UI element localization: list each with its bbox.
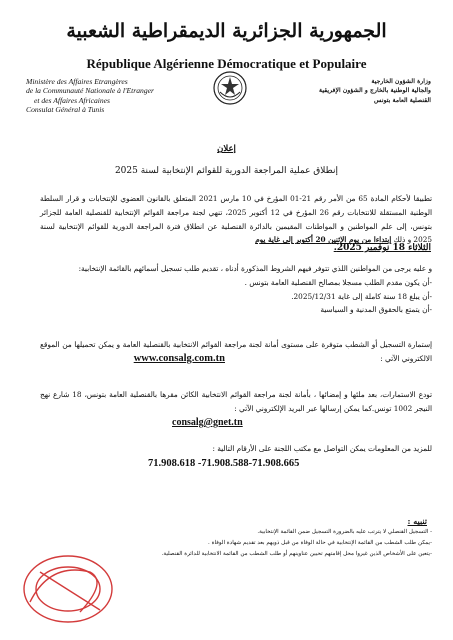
ministry-line: Consulat Général à Tunis [26,104,105,114]
ministry-french-block [26,77,196,114]
ministry-arabic-block [261,77,431,105]
website-link[interactable]: www.consalg.com.tn [133,353,225,364]
ministry-line: القنصلية العامة بتونس [373,96,431,104]
notice-item: -يمكن طلب الشطب من القائمة الإنتخابية في حالة الوفاة من قبل ذويهم بعد تقديم شهادة الوفاة . [208,540,432,546]
phone-numbers: 71.908.618 -71.908.588-71.908.665 [148,458,300,469]
condition-item: -أن يبلغ 18 سنة كاملة إلى غاية 2025/12/31. [291,291,432,301]
notice-heading: تنبيه : [407,516,427,526]
submission-paragraph: تودع الاستمارات، بعد ملئها و إمضائها ، بأمانة لجنة مراجعة القوائم الانتخابية الكائن مقرها بالقنصلية العامة بتونس، 18 شارع نهج النيجر 1002 تونس.كما يمكن إرسالها عبر البريد الإلكتروني الآتي : [40,390,432,413]
form-paragraph: إستمارة التسجيل أو الشطب متوفرة على مستوى أمانة لجنة مراجعة القوائم الانتخابية بالقنصلية العامة و يمكن تحميلها من الموقع الالكتروني الآتي : [40,340,432,363]
title-arabic: الجمهورية الجزائرية الديمقراطية الشعبية [66,20,387,42]
ministry-line: et des Affaires Africaines [34,95,111,105]
ministry-line: والجالية الوطنية بالخارج و الشؤون الإفريقية [319,87,431,95]
announcement-heading: إعلان [217,144,236,154]
ministry-line: de la Communauté Nationale à l'Etranger [26,86,154,96]
period-highlight: إبتداءا من يوم الإثنين 20 أكتوبر إلى غاية يوم [255,235,392,245]
announcement-subtitle: إنطلاق عملية المراجعة الدورية للقوائم الإنتخابية لسنة 2025 [114,166,339,176]
email-link[interactable]: consalg@gnet.tn [172,417,243,428]
intro-paragraph [40,192,432,247]
national-emblem-icon [212,70,248,106]
ministry-line: Ministère des Affaires Etrangères [26,77,128,86]
title-french: République Algérienne Démocratique et Populaire [86,56,367,71]
end-date: الثلاثاء 18 نوفمبر 2025. [333,243,431,253]
notice-item: - التسجيل القنصلي لا يترتب عليه بالضرورة التسجيل ضمن القائمة الإنتخابية. [257,529,432,535]
ministry-line: وزارة الشؤون الخارجية [371,78,431,85]
condition-item: -أن يكون مقدم الطلب مسجلا بمصالح القنصلية العامة بتونس . [244,277,432,287]
consulate-stamp-icon [20,552,116,626]
conditions-intro: و عليه يرجى من المواطنين اللذي تتوفر فيهم الشروط المذكورة أدناه ، تقديم طلب تسجيل أسمائهم بالقائمة الإنتخابية: [78,264,432,273]
intro-text: تطبيقا لأحكام المادة 65 من الأمر رقم 21-01 المؤرخ في 10 مارس 2021 المتعلق بالقانون العضوي للإنتخابات و قرار السلطة الوطنية المستقلة للانتخابات رقم 26 المؤرخ في 12 أكتوبر 2025، تنهي لجنة مراجعة القوائم الإنتخابية للقنصلية العامة للجزائر بتونس، إلى علم المواطنين و المواطنات المقيمين بالدائرة القنصلية عن انطلاق فترة المراجعة الدورية للقوائم الإنتخابية لسنة 2025 و ذلك [40,194,432,245]
notice-item: -يتعين على الأشخاص الذين غيروا محل إقامتهم تحيين عناوينهم أو طلب الشطب من القائمة الانتخابية للدائرة القنصلية. [161,551,432,557]
contact-paragraph: للمزيد من المعلومات يمكن التواصل مع مكتب اللجنة على الأرقام التالية : [212,444,432,453]
condition-item: -أن يتمتع بالحقوق المدنية و السياسية [320,305,432,315]
conditions-block [40,262,432,317]
